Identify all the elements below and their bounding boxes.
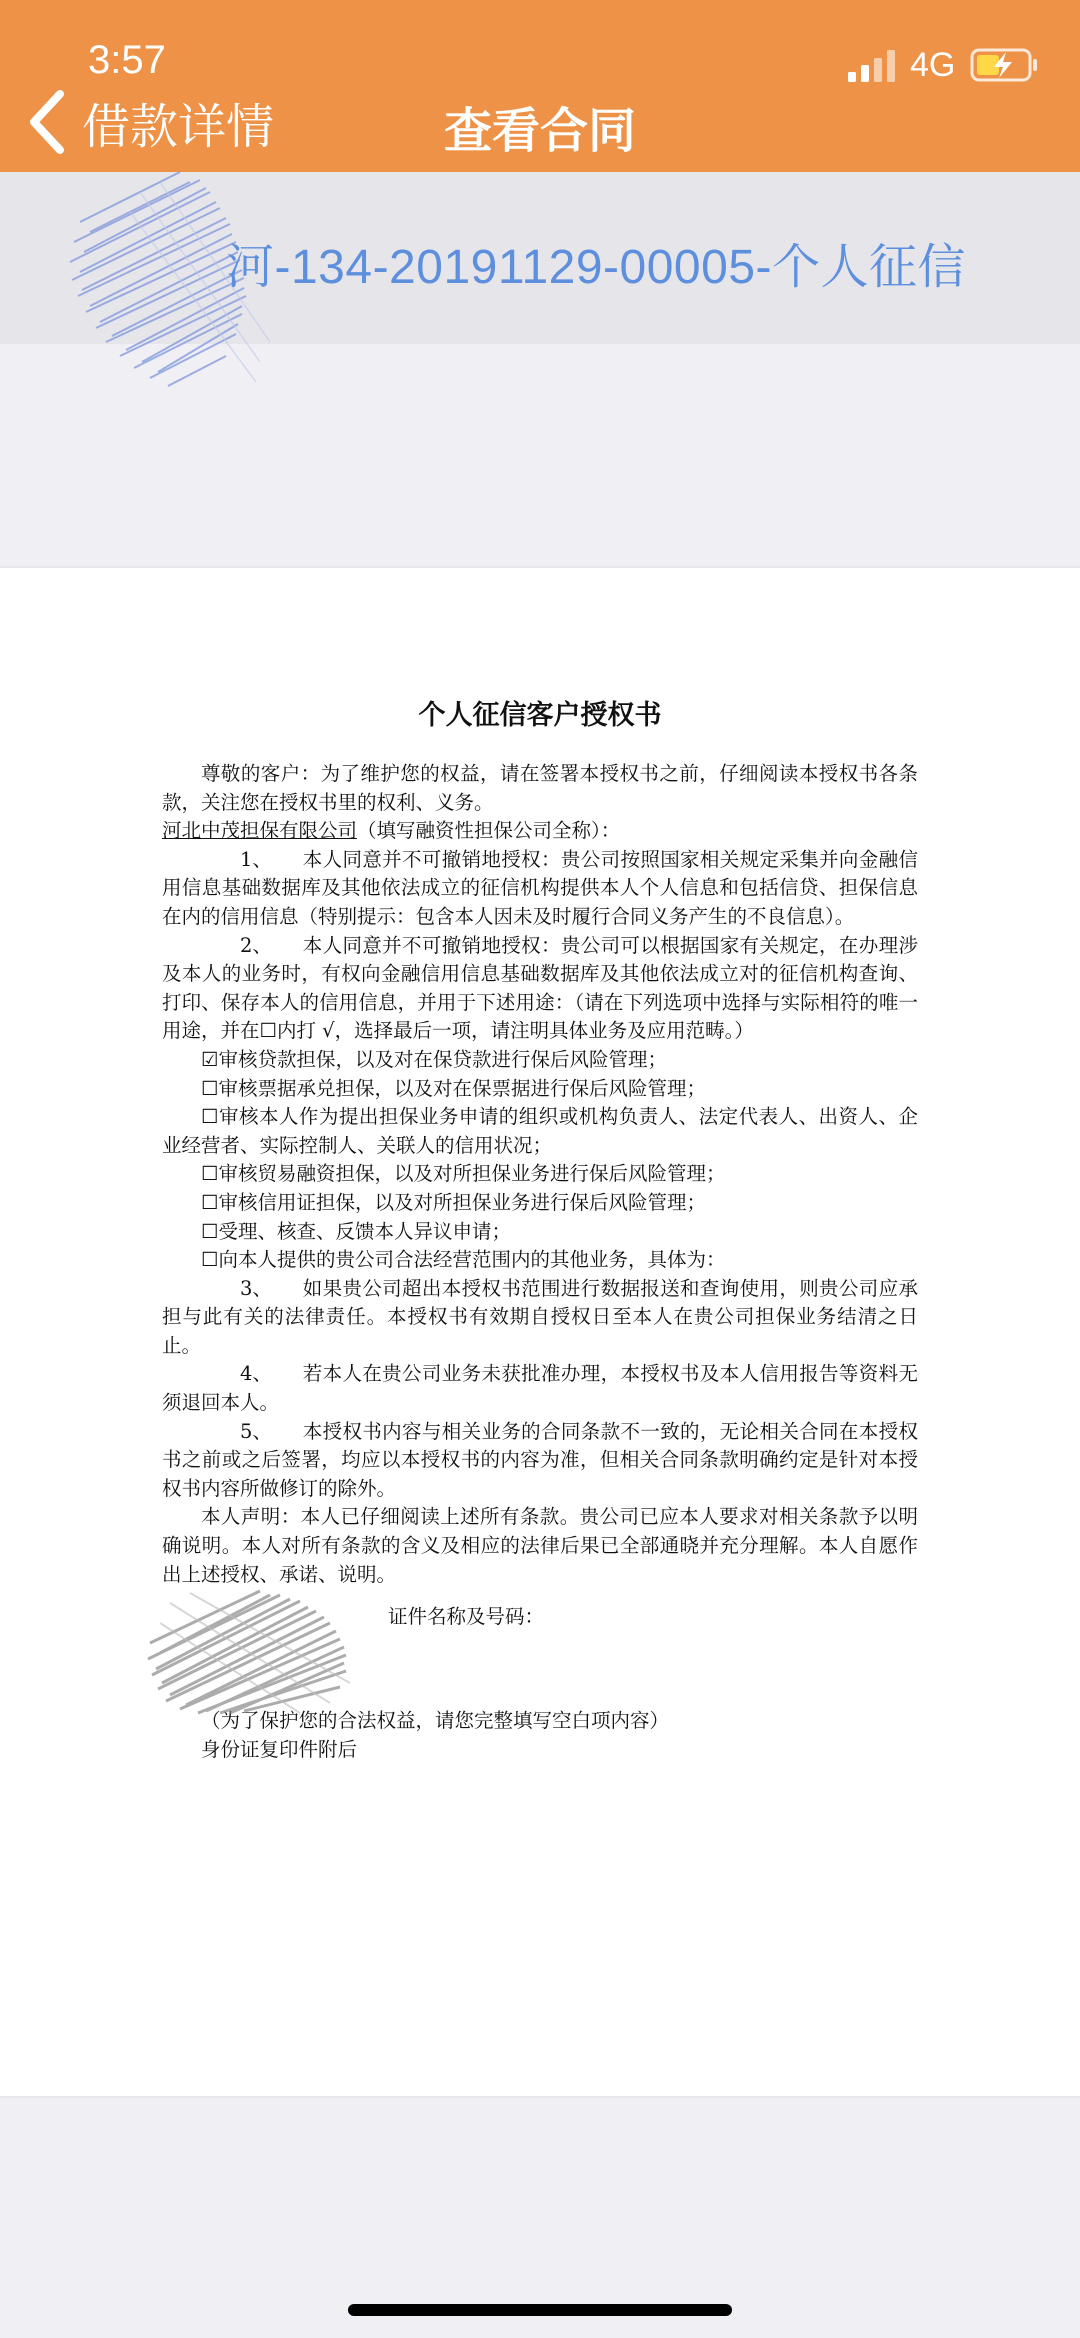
clause-number: 1、 (240, 847, 272, 871)
clause-5 (162, 1418, 918, 1504)
page-title: 查看合同 (443, 103, 636, 159)
option-item: ☐审核信用证担保，以及对所担保业务进行保后风险管理； (201, 1190, 706, 1214)
attachment-note: 身份证复印件附后 (201, 1737, 358, 1761)
contract-document (162, 696, 918, 1764)
clause-text: 本人同意并不可撤销地授权：贵公司按照国家相关规定采集并向金融信用信息基础数据库及其他依法成立的征信机构提供本人个人信息和包括信贷、担保信息在内的信用信息（特别提示：包含本人因未及时履行合同义务产生的不良信息）。 (162, 847, 918, 928)
greeting-paragraph: 尊敬的客户：为了维护您的权益，请在签署本授权书之前，仔细阅读本授权书各条款，关注您在授权书里的权利、义务。 (162, 762, 918, 814)
redaction-scribble (140, 1583, 390, 1715)
clause-number: 5、 (240, 1419, 272, 1443)
option-item: ☑审核贷款担保，以及对在保贷款进行保后风险管理； (201, 1047, 667, 1071)
file-name: 河-134-20191129-00005-个人征信 (226, 241, 967, 294)
option-item: ☐受理、核查、反馈本人异议申请； (201, 1219, 511, 1243)
company-name: 河北中茂担保有限公司 (162, 819, 358, 843)
chevron-left-icon (24, 88, 68, 156)
home-indicator[interactable] (348, 2304, 732, 2316)
option-item: ☐审核贸易融资担保，以及对所担保业务进行保后风险管理； (201, 1162, 726, 1186)
clause-text: 若本人在贵公司业务未获批准办理，本授权书及本人信用报告等资料无须退回本人。 (162, 1362, 918, 1415)
battery-charging-icon (970, 48, 1040, 82)
option-item: ☐审核票据承兑担保，以及对在保票据进行保后风险管理； (201, 1076, 706, 1100)
status-time: 3:57 (88, 38, 166, 82)
clause-3 (162, 1275, 918, 1361)
clause-text: 本人同意并不可撤销地授权：贵公司可以根据国家有关规定，在办理涉及本人的业务时，有权向金融信用信息基础数据库及其他依法成立对的征信机构查询、打印、保存本人的信用信息，并用于下述用途：（请在下列选项中选择与实际相符的唯一用途，并在☐内打 √，选择最后一项，请注明具体业务及应用范畴。） (162, 933, 918, 1043)
id-label: 证件名称及号码： (388, 1605, 545, 1629)
signature-block (162, 1589, 918, 1707)
option-item: ☐审核本人作为提出担保业务申请的组织或机构负责人、法定代表人、出资人、企业经营者、实际控制人、关联人的信用状况； (162, 1105, 918, 1157)
clause-text: 本授权书内容与相关业务的合同条款不一致的，无论相关合同在本授权书之前或之后签署，均应以本授权书的内容为准，但相关合同条款明确约定是针对本授权书内容所做修订的除外。 (162, 1419, 918, 1500)
network-type: 4G (910, 46, 956, 84)
document-title: 个人征信客户授权书 (418, 700, 662, 731)
note-paragraph: （为了保护您的合法权益，请您完整填写空白项内容） (201, 1709, 670, 1733)
clause-text: 如果贵公司超出本授权书范围进行数据报送和查询使用，则贵公司应承担与此有关的法律责任。本授权书有效期自授权日至本人在贵公司担保业务结清之日止。 (162, 1276, 918, 1357)
clause-number: 4、 (240, 1362, 272, 1386)
declaration-paragraph: 本人声明：本人已仔细阅读上述所有条款。贵公司已应本人要求对相关条款予以明确说明。本人对所有条款的含义及相应的法律后果已全部通晓并充分理解。本人自愿作出上述授权、承诺、说明。 (162, 1505, 918, 1586)
back-button[interactable] (24, 84, 274, 160)
signal-icon (848, 50, 900, 82)
option-item: ☐向本人提供的贵公司合法经营范围内的其他业务，具体为： (201, 1248, 726, 1272)
clause-number: 3、 (240, 1276, 272, 1300)
company-note: （填写融资性担保公司全称）： (357, 819, 621, 843)
clause-4 (162, 1360, 918, 1417)
back-button-label: 借款详情 (82, 98, 275, 155)
clause-number: 2、 (240, 933, 272, 957)
clause-2 (162, 932, 918, 1046)
company-line (162, 817, 918, 846)
nav-header (0, 0, 1080, 172)
clause-1 (162, 846, 918, 932)
